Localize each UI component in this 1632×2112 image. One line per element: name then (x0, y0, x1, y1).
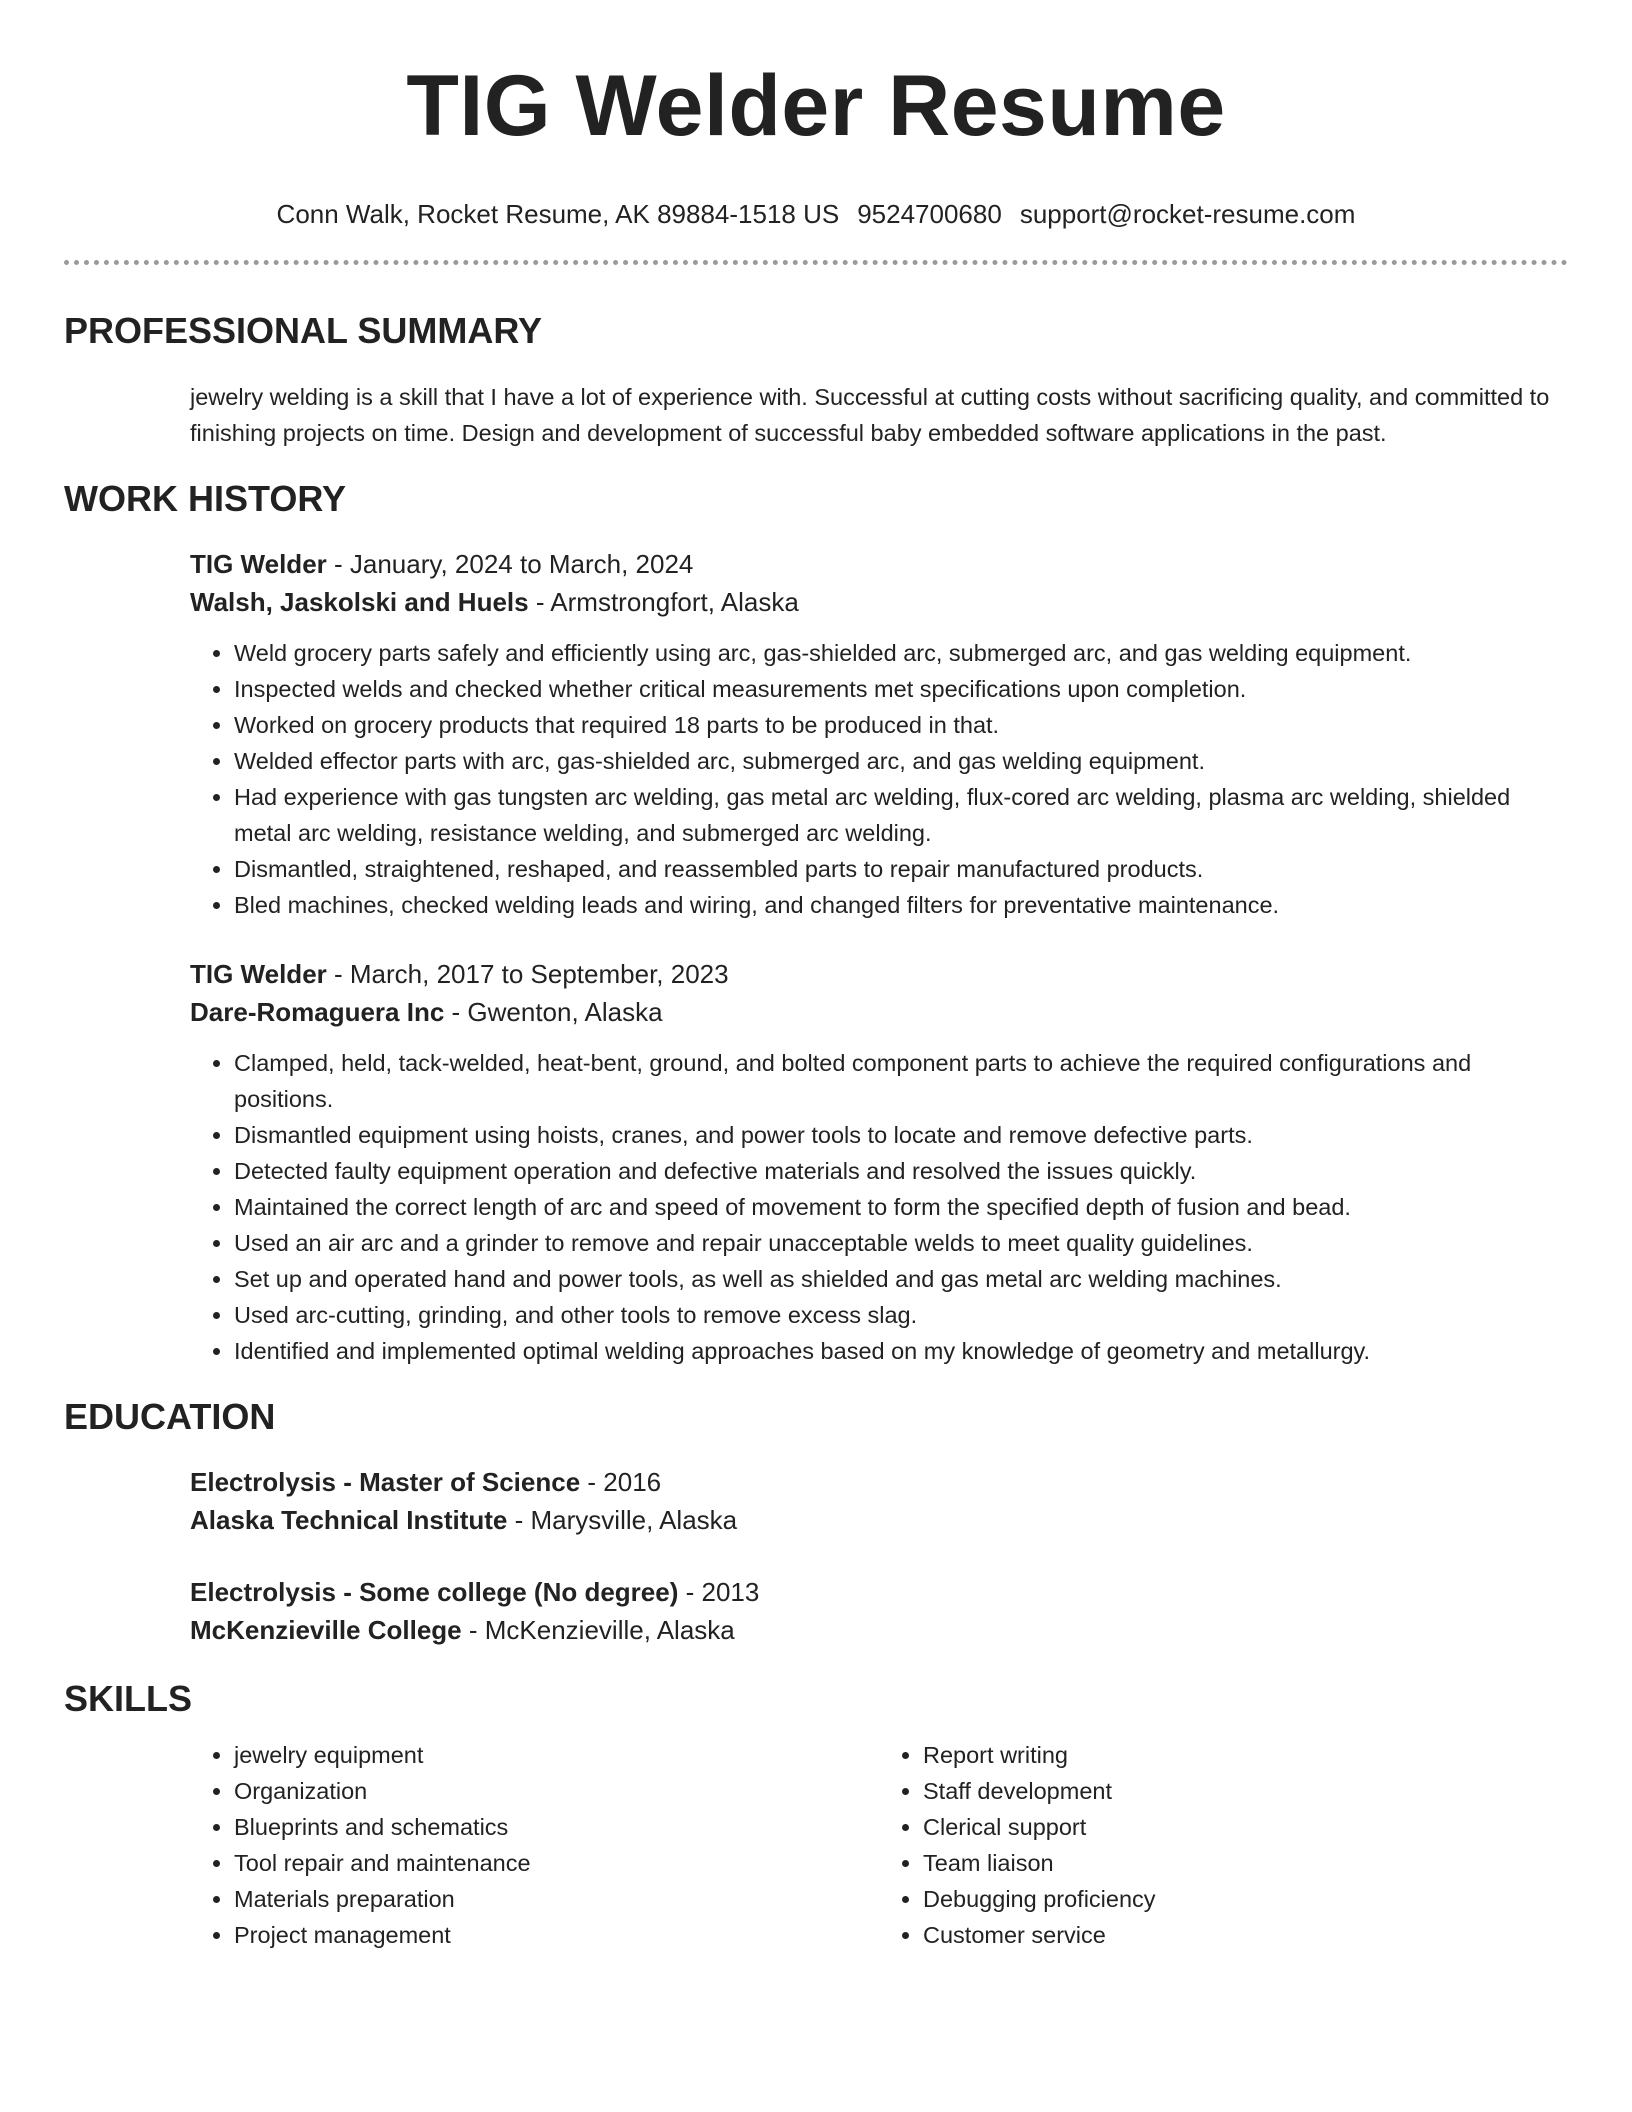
header-divider (64, 260, 1568, 265)
list-item: • Blueprints and schematics (234, 1809, 879, 1845)
education-location: - Marysville, Alaska (507, 1505, 738, 1535)
list-item: • jewelry equipment (234, 1737, 879, 1773)
skills-list-left (190, 1737, 879, 1953)
list-item: • Set up and operated hand and power tools, as well as shielded and gas metal arc welding machines. (234, 1261, 1568, 1297)
job-location: - Armstrongfort, Alaska (528, 587, 799, 617)
list-item: • Project management (234, 1917, 879, 1953)
skills-heading: SKILLS (64, 1678, 193, 1719)
job-bullets (190, 1045, 1568, 1369)
education-degree-line (190, 1573, 1568, 1611)
list-item: • Weld grocery parts safely and efficiently using arc, gas-shielded arc, submerged arc, and gas welding equipment. (234, 635, 1568, 671)
resume-title: TIG Welder Resume (406, 58, 1226, 154)
education-school-line (190, 1501, 1568, 1539)
job-entry (64, 955, 1568, 1369)
list-item: • Dismantled equipment using hoists, cranes, and power tools to locate and remove defective parts. (234, 1117, 1568, 1153)
job-dates: - March, 2017 to September, 2023 (326, 959, 729, 989)
list-item: • Clerical support (923, 1809, 1568, 1845)
job-title-line (190, 545, 1568, 583)
contact-line (64, 198, 1568, 230)
education-school: McKenzieville College (190, 1615, 462, 1645)
education-year: - 2013 (678, 1577, 760, 1607)
job-location: - Gwenton, Alaska (444, 997, 663, 1027)
education-school-line (190, 1611, 1568, 1649)
list-item: • Tool repair and maintenance (234, 1845, 879, 1881)
education-degree: Electrolysis - Master of Science (190, 1467, 581, 1497)
list-item: • Clamped, held, tack-welded, heat-bent, ground, and bolted component parts to achieve the required configurations and positions. (234, 1045, 1568, 1117)
list-item: • Dismantled, straightened, reshaped, and reassembled parts to repair manufactured products. (234, 851, 1568, 887)
list-item: • Organization (234, 1773, 879, 1809)
education-school: Alaska Technical Institute (190, 1505, 508, 1535)
list-item: • Welded effector parts with arc, gas-shielded arc, submerged arc, and gas welding equipment. (234, 743, 1568, 779)
list-item: • Used an air arc and a grinder to remove and repair unacceptable welds to meet quality guidelines. (234, 1225, 1568, 1261)
summary-heading: PROFESSIONAL SUMMARY (64, 310, 543, 351)
education-heading: EDUCATION (64, 1396, 276, 1437)
contact-email: support@rocket-resume.com (1019, 199, 1356, 229)
summary-section (64, 379, 1568, 451)
skills-section (64, 1737, 1568, 1953)
list-item: • Staff development (923, 1773, 1568, 1809)
education-entry (64, 1573, 1568, 1649)
job-entry (64, 545, 1568, 923)
job-company-line (190, 583, 1568, 621)
contact-address: Conn Walk, Rocket Resume, AK 89884-1518 US (276, 199, 840, 229)
education-entry (64, 1463, 1568, 1539)
job-title-line (190, 955, 1568, 993)
list-item: • Worked on grocery products that required 18 parts to be produced in that. (234, 707, 1568, 743)
job-dates: - January, 2024 to March, 2024 (326, 549, 694, 579)
education-location: - McKenzieville, Alaska (461, 1615, 735, 1645)
education-degree-line (190, 1463, 1568, 1501)
summary-text: jewelry welding is a skill that I have a lot of experience with. Successful at cutting costs without sacrificing quality, and committed to finishing projects on time. Design and development of successful baby embedded software applications in the past. (190, 384, 1550, 446)
work-history-heading: WORK HISTORY (64, 478, 347, 519)
job-company: Walsh, Jaskolski and Huels (190, 587, 529, 617)
education-degree: Electrolysis - Some college (No degree) (190, 1577, 679, 1607)
list-item: • Maintained the correct length of arc and speed of movement to form the specified depth of fusion and bead. (234, 1189, 1568, 1225)
list-item: • Materials preparation (234, 1881, 879, 1917)
job-company-line (190, 993, 1568, 1031)
list-item: • Team liaison (923, 1845, 1568, 1881)
list-item: • Detected faulty equipment operation and defective materials and resolved the issues quickly. (234, 1153, 1568, 1189)
job-title: TIG Welder (190, 959, 327, 989)
education-year: - 2016 (580, 1467, 662, 1497)
list-item: • Used arc-cutting, grinding, and other tools to remove excess slag. (234, 1297, 1568, 1333)
contact-phone: 9524700680 (857, 199, 1002, 229)
list-item: • Inspected welds and checked whether critical measurements met specifications upon completion. (234, 671, 1568, 707)
skills-grid (190, 1737, 1568, 1953)
list-item: • Debugging proficiency (923, 1881, 1568, 1917)
job-company: Dare-Romaguera Inc (190, 997, 445, 1027)
list-item: • Report writing (923, 1737, 1568, 1773)
list-item: • Identified and implemented optimal welding approaches based on my knowledge of geometry and metallurgy. (234, 1333, 1568, 1369)
list-item: • Bled machines, checked welding leads and wiring, and changed filters for preventative maintenance. (234, 887, 1568, 923)
job-title: TIG Welder (190, 549, 327, 579)
job-bullets (190, 635, 1568, 923)
skills-list-right (879, 1737, 1568, 1953)
list-item: • Customer service (923, 1917, 1568, 1953)
list-item: • Had experience with gas tungsten arc welding, gas metal arc welding, flux-cored arc welding, plasma arc welding, shielded metal arc welding, resistance welding, and submerged arc welding. (234, 779, 1568, 851)
